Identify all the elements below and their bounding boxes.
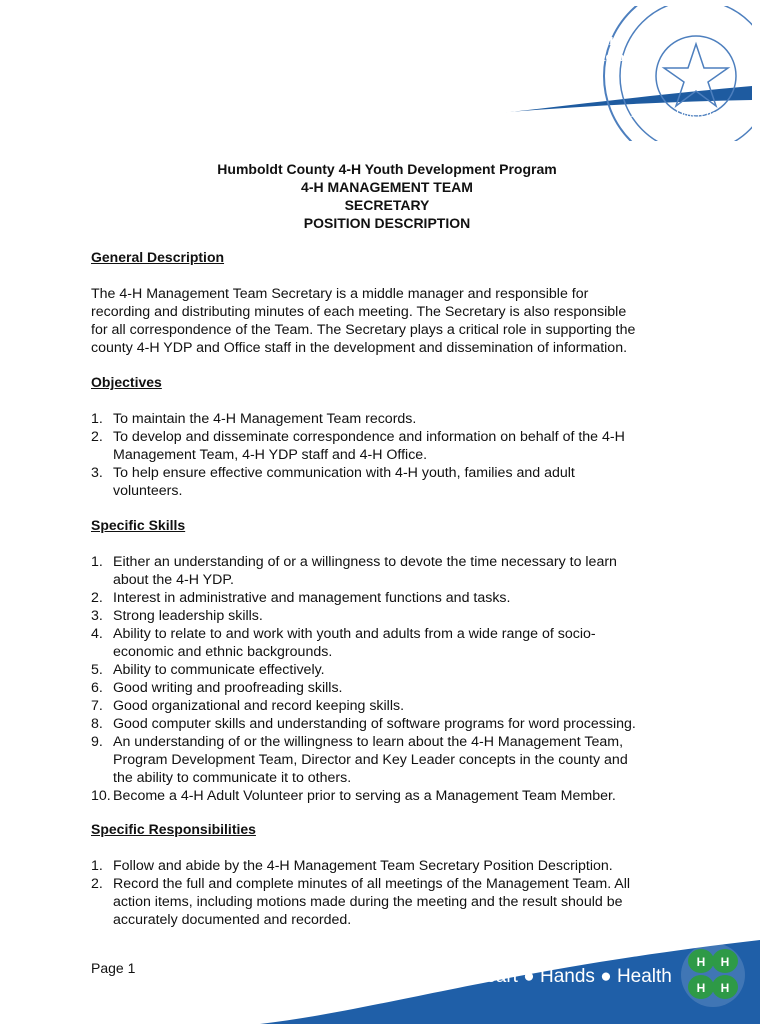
skills-list (91, 553, 691, 805)
heading-line: POSITION DESCRIPTION (303, 215, 471, 231)
four-h-clover-icon (680, 942, 746, 1008)
motto-word: Head (404, 966, 450, 987)
objectives-heading: Objectives (91, 374, 162, 390)
list-item: 1. Either an understanding of or a willingness to devote the time necessary to learn about the 4-H YDP. (91, 554, 617, 588)
general-description-text (91, 285, 691, 357)
document-subtitle (72, 84, 222, 126)
paragraph-line: The 4-H Management Team Secretary is a middle manager and responsible for (91, 286, 589, 302)
specific-skills-heading: Specific Skills (91, 517, 186, 533)
list-item: 4. Ability to relate to and work with youth and adults from a wide range of socio- economic and ethnic backgrounds. (91, 626, 596, 660)
motto-word: Health (616, 966, 672, 987)
list-item: 10. Become a 4-H Adult Volunteer prior to serving as a Management Team Member. (91, 788, 616, 804)
list-item: 5. Ability to communicate effectively. (91, 662, 325, 678)
bullet-icon: ● (454, 966, 467, 987)
tagline (616, 108, 736, 132)
page-number: Page 1 (91, 960, 136, 976)
list-item: 3. Strong leadership skills. (91, 608, 263, 624)
document-heading (0, 160, 770, 232)
motto-word: Heart (471, 966, 518, 987)
specific-responsibilities-heading: Specific Responsibilities (91, 821, 256, 837)
svg-text:H: H (696, 981, 706, 995)
list-item: 1. Follow and abide by the 4-H Management Team Secretary Position Description. (91, 858, 613, 874)
bullet-icon: ● (523, 966, 535, 987)
department-name: Agriculture and Natural Resources (446, 50, 656, 65)
list-item: 2. Record the full and complete minutes of all meetings of the Management Team. All action items, including motions made during the meeting and the result should be accurately documented and recorded. (91, 876, 631, 928)
list-item: 2. To develop and disseminate correspondence and information on behalf of the 4-H Management Team, 4-H YDP staff and 4-H Office. (91, 429, 625, 463)
university-name: University of California (446, 30, 623, 49)
svg-text:H: H (720, 955, 730, 969)
title-line: Secretary (72, 61, 175, 88)
list-item: 7. Good organizational and record keeping skills. (91, 698, 405, 714)
motto-word: Hands (539, 966, 595, 987)
paragraph-line: for all correspondence of the Team. The Secretary plays a critical role in supporting the (91, 322, 636, 338)
subtitle-line: Position Description (72, 85, 223, 104)
general-description-heading: General Description (91, 249, 225, 265)
heading-line: SECRETARY (344, 197, 430, 213)
list-item: 9. An understanding of or the willingness to learn about the 4-H Management Team, Program Development Team, Director and Key Leader concepts in the county and the ability to communicate it to others. (91, 734, 628, 786)
paragraph-line: county 4-H YDP and Office staff in the development and dissemination of information. (91, 340, 628, 356)
heading-line: 4-H MANAGEMENT TEAM (301, 179, 473, 195)
bullet-icon: ● (600, 966, 612, 987)
svg-text:H: H (696, 955, 706, 969)
paragraph-line: recording and distributing minutes of each meeting. The Secretary is also responsible (91, 304, 627, 320)
document-date: 7/2015 (72, 106, 124, 125)
responsibilities-list (91, 857, 691, 929)
list-item: 1. To maintain the 4-H Management Team records. (91, 411, 417, 427)
header-banner (36, 6, 752, 141)
tagline-line: Making a Difference (630, 108, 722, 120)
objectives-list (91, 410, 691, 500)
heading-line: Humboldt County 4-H Youth Development Program (217, 161, 557, 177)
list-item: 6. Good writing and proofreading skills. (91, 680, 343, 696)
tagline-line: for California (645, 120, 707, 132)
document-title (72, 30, 322, 90)
list-item: 8. Good computer skills and understanding of software programs for word processing. (91, 716, 636, 732)
title-line: 4-H Management Team (72, 31, 323, 58)
svg-text:H: H (720, 981, 730, 995)
footer-motto (404, 966, 672, 988)
list-item: 3. To help ensure effective communication with 4-H youth, families and adult volunteers. (91, 465, 575, 499)
list-item: 2. Interest in administrative and management functions and tasks. (91, 590, 511, 606)
